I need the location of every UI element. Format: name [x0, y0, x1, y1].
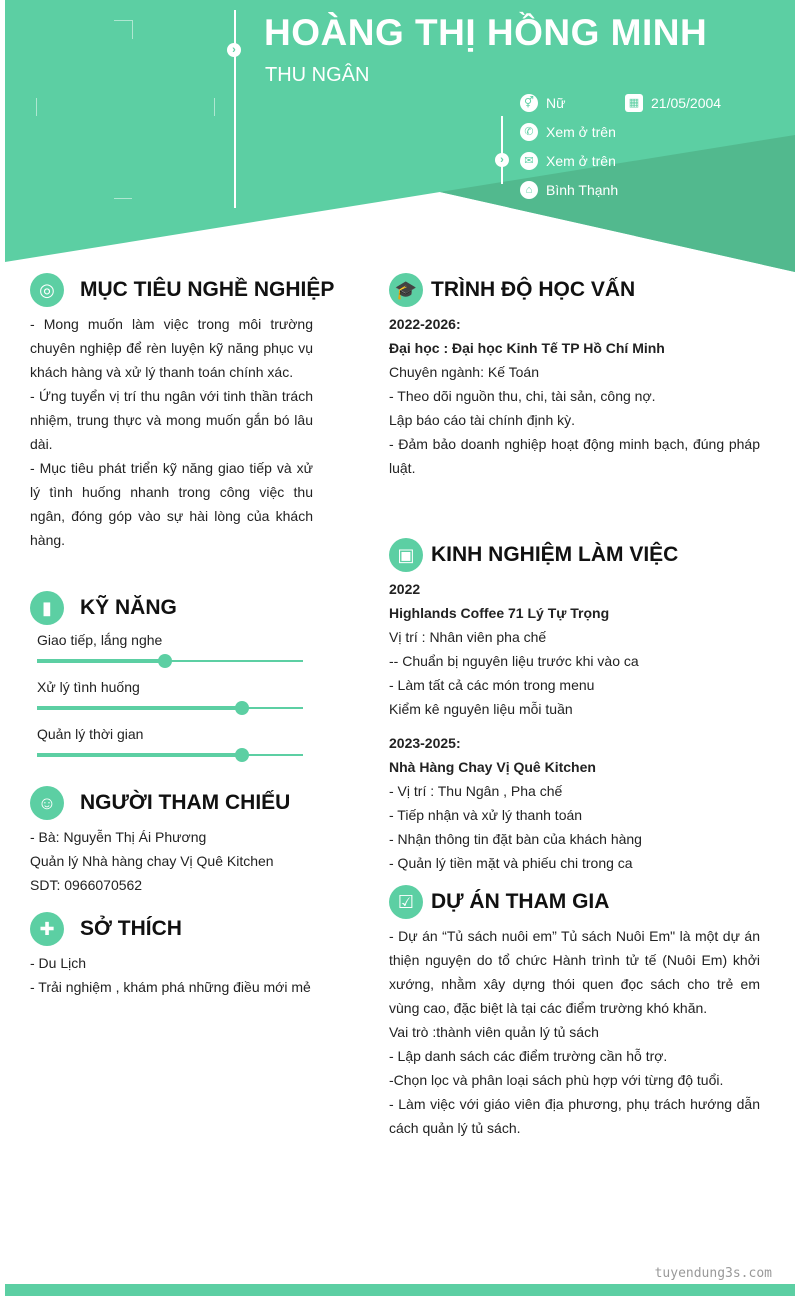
user-icon: ☺ [30, 786, 64, 820]
info-divider-line [501, 116, 503, 184]
address-value: Bình Thạnh [546, 182, 619, 198]
timeline-line [234, 10, 236, 208]
checklist-icon: ☑ [389, 885, 423, 919]
chevron-right-icon: › [495, 153, 509, 167]
bar-chart-icon: ▮ [30, 591, 64, 625]
skill-item: Xử lý tình huống [37, 679, 303, 709]
graduation-cap-icon: 🎓 [389, 273, 423, 307]
phone-icon: ✆ [520, 123, 538, 141]
address-info [520, 181, 618, 199]
skill-item: Quản lý thời gian [37, 726, 303, 756]
calendar-icon: ▦ [625, 94, 643, 112]
skill-slider-knob [235, 748, 249, 762]
skill-bar [37, 754, 303, 756]
projects-text: - Dự án “Tủ sách nuôi em” Tủ sách Nuôi Em" là một dự án thiện nguyện do tổ chức Hành trình tử tế (Nuôi Em) khởi xướng, nhằm xây dựng thói quen đọc sách cho trẻ em vùng cao, đặc biệt là tại các điểm trường khó khăn. Vai trò :thành viên quản lý tủ sách - Lập danh sách các điểm trường cần hỗ trợ. -Chọn lọc và phân loại sách phù hợp với từng độ tuổi. - Làm việc với giáo viên địa phương, phụ trách hướng dẫn cách quản lý tủ sách. [389, 928, 760, 1136]
gender-info [520, 94, 565, 112]
objective-heading: ◎ MỤC TIÊU NGHỀ NGHIỆP [30, 273, 334, 307]
email-info [520, 152, 616, 170]
birthday-value: 21/05/2004 [651, 95, 722, 111]
objective-text: - Mong muốn làm việc trong môi trường chuyên nghiệp để rèn luyện kỹ năng phục vụ khách hàng và xử lý thanh toán chính xác. - Ứng tuyển vị trí thu ngân với tinh thần trách nhiệm, trung thực và mong muốn gắn bó lâu dài. - Mục tiêu phát triển kỹ năng giao tiếp và xử lý tình huống nhanh trong công việc thu ngân, đóng góp vào sự hài lòng của khách hàng. [30, 316, 313, 548]
hobbies-heading: ✚ SỞ THÍCH [30, 912, 182, 946]
experience-job: 2022 Highlands Coffee 71 Lý Tự Trọng Vị trí : Nhân viên pha chế -- Chuẩn bị nguyên liệu trước khi vào ca - Làm tất cả các món trong menu Kiểm kê nguyên liệu mỗi tuần [389, 581, 639, 717]
watermark: tuyendung3s.com [654, 1266, 772, 1281]
job-position: THU NGÂN [265, 64, 370, 86]
candidate-name: HOÀNG THỊ HỒNG MINH [264, 12, 708, 53]
briefcase-icon: ▣ [389, 538, 423, 572]
gender-icon: ⚥ [520, 94, 538, 112]
target-icon: ◎ [30, 273, 64, 307]
hobbies-text: - Du Lịch - Trải nghiệm , khám phá những điều mới mẻ [30, 955, 311, 995]
gamepad-icon: ✚ [30, 912, 64, 946]
footer-bar [5, 1284, 795, 1296]
phone-value: Xem ở trên [546, 124, 616, 140]
experience-job: 2023-2025: Nhà Hàng Chay Vị Quê Kitchen - Vị trí : Thu Ngân , Pha chế - Tiếp nhận và xử lý thanh toán - Nhận thông tin đặt bàn của khách hàng - Quản lý tiền mặt và phiếu chi trong ca [389, 735, 642, 871]
skills-heading: ▮ KỸ NĂNG [30, 591, 177, 625]
home-icon: ⌂ [520, 181, 538, 199]
mail-icon: ✉ [520, 152, 538, 170]
phone-info [520, 123, 616, 141]
experience-heading: ▣ KINH NGHIỆM LÀM VIỆC [389, 538, 678, 572]
education-heading: 🎓 TRÌNH ĐỘ HỌC VẤN [389, 273, 635, 307]
email-value: Xem ở trên [546, 153, 616, 169]
references-heading: ☺ NGƯỜI THAM CHIẾU [30, 786, 290, 820]
skill-bar [37, 660, 303, 662]
references-text: - Bà: Nguyễn Thị Ái Phương Quản lý Nhà hàng chay Vị Quê Kitchen SDT: 0966070562 [30, 829, 274, 893]
gender-value: Nữ [546, 95, 566, 111]
education-text: 2022-2026: Đại học : Đại học Kinh Tế TP Hồ Chí Minh Chuyên ngành: Kế Toán - Theo dõi nguồn thu, chi, tài sản, công nợ. Lập báo cáo tài chính định kỳ. - Đảm bảo doanh nghiệp hoạt động minh bạch, đúng pháp luật. [389, 316, 760, 476]
skill-slider-knob [235, 701, 249, 715]
skill-item: Giao tiếp, lắng nghe [37, 632, 303, 662]
projects-heading: ☑ DỰ ÁN THAM GIA [389, 885, 609, 919]
skill-bar [37, 707, 303, 709]
header-banner [0, 0, 800, 280]
birthday-info [625, 94, 721, 112]
chevron-right-icon: › [227, 43, 241, 57]
skill-slider-knob [158, 654, 172, 668]
